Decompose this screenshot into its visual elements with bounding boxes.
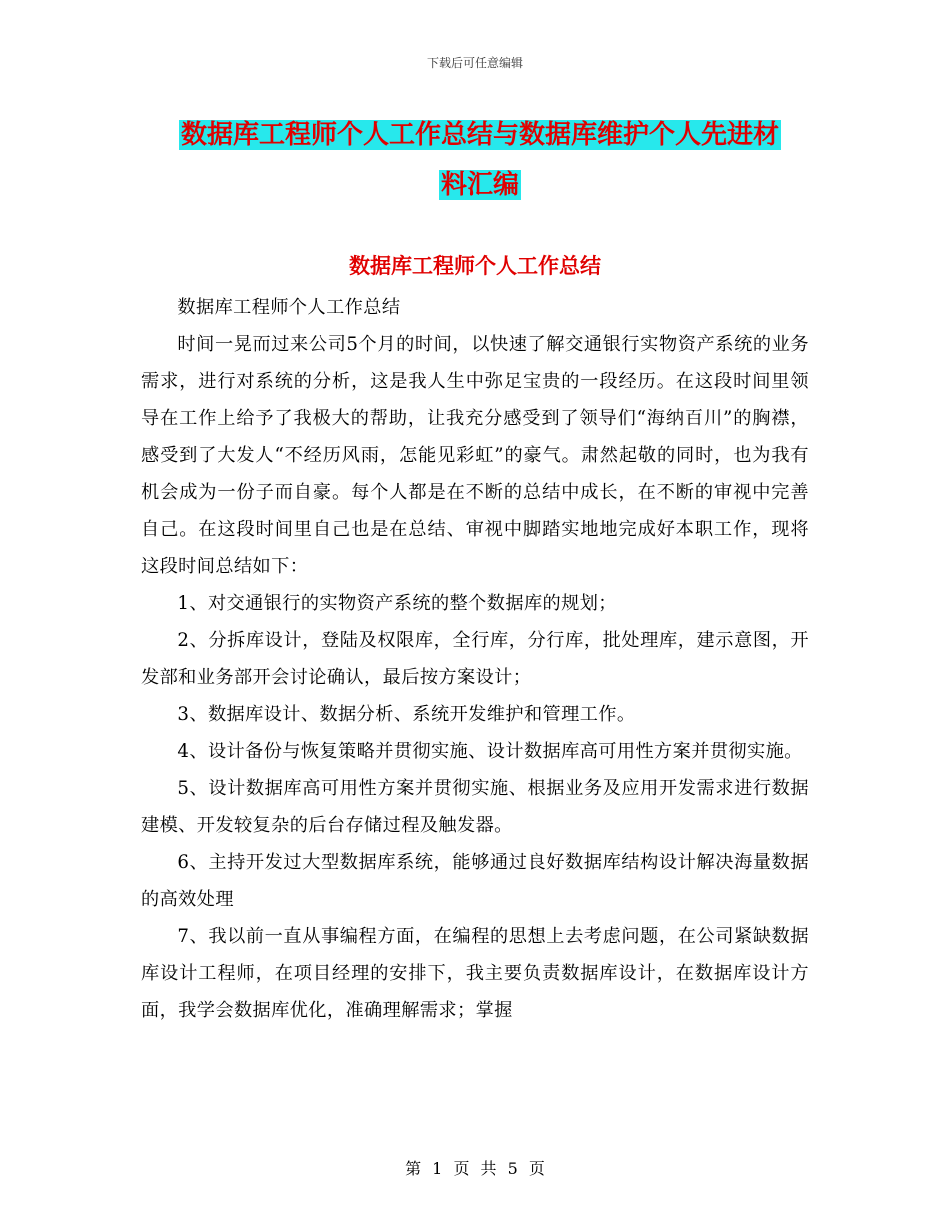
paragraph-item-5: 5、设计数据库高可用性方案并贯彻实施、根据业务及应用开发需求进行数据建模、开发较复杂的后台存储过程及触发器。 bbox=[141, 778, 809, 836]
paragraph-item-7: 7、我以前一直从事编程方面，在编程的思想上去考虑问题，在公司紧缺数据库设计工程师，在项目经理的安排下，我主要负责数据库设计，在数据库设计方面，我学会数据库优化，准确理解需求；掌握 bbox=[141, 926, 809, 1021]
document-body bbox=[141, 289, 809, 1029]
header-note: 下载后可任意编辑 bbox=[426, 56, 523, 70]
paragraph-item-6: 6、主持开发过大型数据库系统，能够通过良好数据库结构设计解决海量数据的高效处理 bbox=[141, 852, 809, 910]
page-number-footer: 第 1 页 共 5 页 bbox=[405, 1159, 545, 1178]
paragraph-item-4: 4、设计备份与恢复策略并贯彻实施、设计数据库高可用性方案并贯彻实施。 bbox=[177, 741, 803, 762]
document-title bbox=[140, 110, 820, 210]
paragraph-subtitle: 数据库工程师个人工作总结 bbox=[177, 297, 401, 318]
document-title-line-2: 料汇编 bbox=[440, 170, 519, 200]
paragraph-item-3: 3、数据库设计、数据分析、系统开发维护和管理工作。 bbox=[177, 704, 636, 725]
paragraph-item-2: 2、分拆库设计，登陆及权限库，全行库，分行库，批处理库，建示意图，开发部和业务部开会讨论确认，最后按方案设计； bbox=[141, 630, 809, 688]
paragraph-item-1: 1、对交通银行的实物资产系统的整个数据库的规划； bbox=[177, 593, 617, 614]
section-title: 数据库工程师个人工作总结 bbox=[349, 254, 601, 278]
document-title-line-1: 数据库工程师个人工作总结与数据库维护个人先进材 bbox=[180, 120, 779, 150]
paragraph-intro: 时间一晃而过来公司5个月的时间，以快速了解交通银行实物资产系统的业务需求，进行对系统的分析，这是我人生中弥足宝贵的一段经历。在这段时间里领导在工作上给予了我极大的帮助，让我充分感受到了领导们“海纳百川”的胸襟，感受到了大发人“不经历风雨，怎能见彩虹”的豪气。肃然起敬的同时，也为我有机会成为一份子而自豪。每个人都是在不断的总结中成长，在不断的审视中完善自己。在这段时间里自己也是在总结、审视中脚踏实地地完成好本职工作，现将这段时间总结如下： bbox=[141, 334, 809, 577]
